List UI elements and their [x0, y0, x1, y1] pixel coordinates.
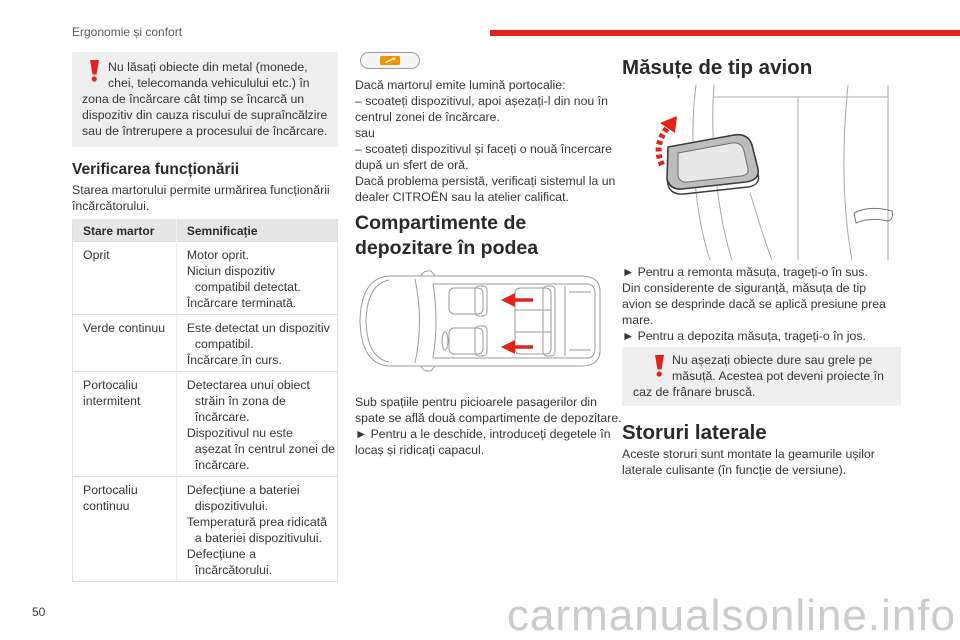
- text-line: – scoateți dispozitivul și faceți o nouă încercare: [355, 142, 613, 156]
- text-line: Portocaliu: [83, 378, 138, 392]
- text-line: ► Pentru a remonta măsuța, trageți-o în sus.: [622, 265, 868, 279]
- text-line: așezat în centrul zonei de: [194, 442, 335, 456]
- text-line: Dacă martorul emite lumină portocalie:: [355, 78, 566, 92]
- text-line: – scoateți dispozitivul, apoi așezați-l din nou în: [355, 94, 608, 108]
- text-line: centrul zonei de încărcare.: [355, 110, 500, 124]
- text-line: încărcătorului.: [72, 199, 150, 213]
- floor-storage-heading: [355, 211, 538, 261]
- status-state-cell: [73, 315, 177, 372]
- text-line: Portocaliu: [83, 483, 138, 497]
- text-line: continuu: [83, 499, 130, 513]
- status-table-body: [73, 242, 338, 582]
- function-check-intro: [72, 182, 330, 214]
- status-meaning-cell: [176, 372, 337, 477]
- tray-objects-warning: [622, 347, 901, 406]
- text-line: ► Pentru a depozita măsuța, trageți-o în jos.: [622, 329, 866, 343]
- column-header-state: Stare martor: [73, 220, 177, 242]
- text-line: dispozitivului.: [194, 499, 268, 513]
- text-line: Din considerente de siguranță, măsuța de tip: [622, 281, 867, 295]
- status-state-cell: [73, 477, 177, 582]
- storage-arrows: [501, 293, 533, 354]
- text-line: dispozitiv din cauza riscului de supraîncălzire: [82, 108, 328, 122]
- text-line: Motor oprit.: [186, 248, 250, 262]
- cell-entry: [187, 546, 335, 578]
- text-line: intermitent: [83, 394, 141, 408]
- text-line: caz de frânare bruscă.: [633, 385, 756, 399]
- text-line: dealer CITROËN sau la atelier calificat.: [355, 190, 569, 204]
- table-row: [73, 315, 338, 372]
- text-line: locaș și ridicați capacul.: [355, 443, 485, 457]
- text-line: depozitare în podea: [355, 237, 539, 259]
- text-line: încărcare.: [194, 410, 250, 424]
- warning-exclamation-icon: [653, 355, 665, 377]
- indicator-status-table: [72, 219, 338, 582]
- table-header-row: [73, 220, 338, 242]
- side-blinds-heading: Storuri laterale: [622, 421, 767, 444]
- header-accent-bar: [490, 30, 960, 36]
- seats: [449, 286, 555, 356]
- cell-entry: [187, 295, 335, 311]
- cell-entry: [187, 482, 335, 514]
- text-line: Este detectat un dispozitiv: [186, 321, 330, 335]
- text-line: spate se află două compartimente de depozitare.: [355, 411, 622, 425]
- text-line: Verde continuu: [83, 321, 166, 335]
- floor-storage-text: [355, 394, 622, 458]
- text-line: Dacă problema persistă, verificați sistemul la un: [355, 174, 616, 188]
- text-line: încărcare.: [194, 458, 250, 472]
- text-line: Defecțiune a: [186, 547, 256, 561]
- text-line: zona de încărcare cât timp se încarcă un: [82, 92, 305, 106]
- text-line: laterale culisante (în funcție de versiune).: [622, 463, 847, 477]
- warning-text: [82, 59, 338, 139]
- watermark: carmanualsonline.info: [506, 591, 956, 640]
- warning-text: [633, 352, 901, 400]
- cell-entry: [187, 514, 335, 546]
- text-line: a bateriei dispozitivului.: [194, 531, 322, 545]
- text-line: Compartimente de: [355, 212, 527, 234]
- text-line: mare.: [622, 313, 654, 327]
- text-line: măsuță. Acestea pot deveni proiecte în: [672, 369, 884, 383]
- text-line: Aceste storuri sunt montate la geamurile ușilor: [622, 447, 875, 461]
- metal-objects-warning: [72, 52, 338, 147]
- orange-light-instructions: [355, 77, 615, 205]
- door-handle: [854, 208, 893, 223]
- text-line: Încărcare în curs.: [186, 353, 282, 367]
- text-line: străin în zona de: [194, 394, 286, 408]
- status-state-cell: [73, 372, 177, 477]
- text-line: Încărcare terminată.: [186, 296, 297, 310]
- text-line: chei, telecomanda vehiculului etc.) în: [108, 76, 310, 90]
- cell-entry: [187, 425, 335, 473]
- status-meaning-cell: [176, 242, 337, 315]
- charging-indicator-icon: [360, 52, 420, 69]
- text-line: sau: [355, 126, 375, 140]
- text-line: Detectarea unui obiect: [186, 378, 310, 392]
- section-title: Ergonomie și confort: [72, 25, 183, 39]
- tray-tables-text: [622, 264, 886, 344]
- status-meaning-cell: [176, 315, 337, 372]
- text-line: Oprit: [83, 248, 110, 262]
- cell-entry: [83, 377, 174, 409]
- text-line: încărcătorului.: [194, 563, 273, 577]
- cell-entry: [83, 247, 174, 263]
- column-header-meaning: Semnificație: [176, 220, 337, 242]
- text-line: Sub spațiile pentru picioarele pasagerilor din: [355, 395, 597, 409]
- text-line: după un sfert de oră.: [355, 158, 469, 172]
- text-line: avion se desprinde dacă se aplică presiune prea: [622, 297, 886, 311]
- text-line: Defecțiune a bateriei: [186, 483, 300, 497]
- text-line: compatibil.: [194, 337, 254, 351]
- text-line: sau de întrerupere a procesului de încărcare.: [82, 124, 328, 138]
- page-number: 50: [32, 605, 46, 619]
- status-meaning-cell: [176, 477, 337, 582]
- table-header: [73, 220, 338, 242]
- car-top-view-storage-illustration: [355, 268, 605, 374]
- cell-entry: [187, 377, 335, 425]
- text-line: ► Pentru a le deschide, introduceți degetele în: [355, 427, 611, 441]
- table-row: [73, 372, 338, 477]
- table-row: [73, 477, 338, 582]
- status-state-cell: [73, 242, 177, 315]
- tray-table-illustration: [648, 85, 900, 260]
- tray-tables-heading: Măsuțe de tip avion: [622, 56, 813, 79]
- warning-exclamation-icon: [88, 60, 100, 82]
- function-check-heading: Verificarea funcționării: [72, 161, 240, 178]
- text-line: Dispozitivul nu este: [186, 426, 293, 440]
- text-line: Niciun dispozitiv: [186, 264, 276, 278]
- cell-entry: [187, 320, 335, 352]
- text-line: compatibil detectat.: [194, 280, 301, 294]
- cell-entry: [83, 320, 174, 336]
- text-line: Nu lăsați obiecte din metal (monede,: [108, 60, 308, 74]
- tray-table: [667, 135, 759, 194]
- table-row: [73, 242, 338, 315]
- cell-entry: [187, 263, 335, 295]
- cell-entry: [83, 482, 174, 514]
- cell-entry: [187, 247, 335, 263]
- side-blinds-text: [622, 446, 875, 478]
- text-line: Starea martorului permite urmărirea funcționării: [72, 183, 330, 197]
- text-line: Temperatură prea ridicată: [186, 515, 327, 529]
- cell-entry: [187, 352, 335, 368]
- text-line: Nu așezați obiecte dure sau grele pe: [672, 353, 873, 367]
